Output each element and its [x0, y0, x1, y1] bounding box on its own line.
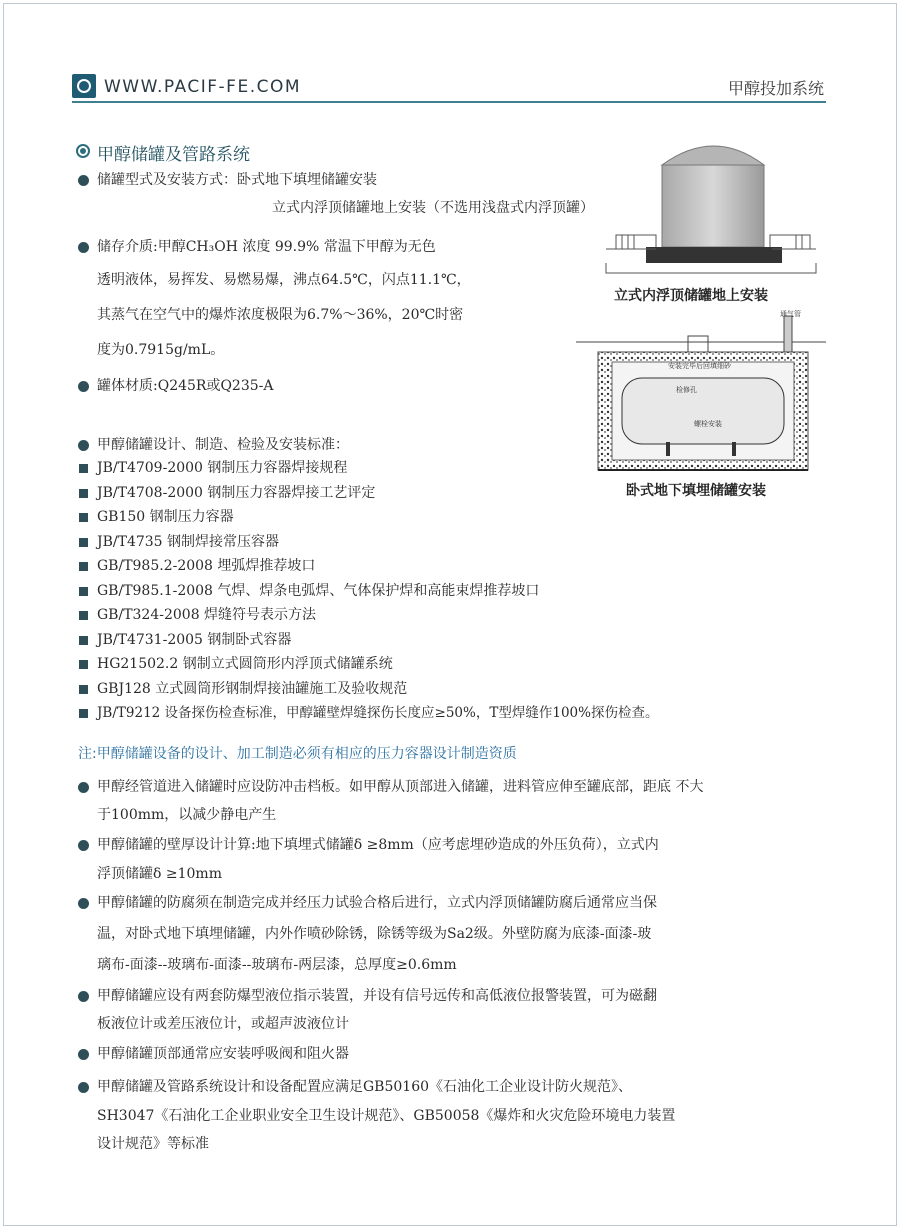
section-bullet-icon	[76, 144, 90, 158]
section-title: 甲醇储罐及管路系统	[97, 145, 250, 165]
bullet-text: 设计规范》等标准	[97, 1136, 209, 1152]
bullet-square-icon	[79, 611, 88, 620]
standard-item: HG21502.2 钢制立式圆筒形内浮顶式储罐系统	[97, 656, 393, 672]
bullet-text: 甲醇储罐应设有两套防爆型液位指示装置，并设有信号远传和高低液位报警装置，可为磁翻	[97, 988, 657, 1004]
bullet-dot-icon	[78, 1082, 89, 1093]
bullet-dot-icon	[78, 381, 89, 392]
standard-item: JB/T4731-2005 钢制卧式容器	[97, 632, 292, 648]
vertical-tank-diagram	[596, 127, 826, 277]
company-logo	[72, 74, 96, 98]
bullet-dot-icon	[78, 242, 89, 253]
standard-item: JB/T4708-2000 钢制压力容器焊接工艺评定	[97, 485, 376, 501]
bullet-dot-icon	[78, 840, 89, 851]
medium-line: 透明液体，易挥发、易燃易爆，沸点64.5℃，闪点11.1℃，	[97, 272, 471, 288]
standard-item: GB150 钢制压力容器	[97, 509, 234, 525]
storage-type-line2: 立式内浮顶储罐地上安装（不选用浅盘式内浮顶罐）	[272, 200, 594, 216]
bullet-text: 浮顶储罐δ ≥10mm	[97, 866, 222, 882]
standard-item: JB/T4709-2000 钢制压力容器焊接规程	[97, 460, 348, 476]
standard-item: GBJ128 立式圆筒形钢制焊接油罐施工及验收规范	[97, 681, 408, 697]
bullet-text: 于100mm，以减少静电产生	[97, 807, 277, 823]
header-rule	[72, 101, 826, 103]
standard-item: GB/T985.2-2008 埋弧焊推荐坡口	[97, 558, 316, 574]
bullet-square-icon	[79, 489, 88, 498]
site-url: WWW.PACIF-FE.COM	[104, 77, 302, 97]
bullet-text: 甲醇储罐的壁厚设计计算:地下填埋式储罐δ ≥8mm（应考虑埋砂造成的外压负荷），立式内	[97, 837, 659, 853]
medium-line: 其蒸气在空气中的爆炸浓度极限为6.7%～36%，20℃时密	[97, 307, 464, 323]
bullet-square-icon	[79, 562, 88, 571]
bullet-square-icon	[79, 709, 88, 718]
bullet-text: 板液位计或差压液位计，或超声波液位计	[97, 1016, 349, 1032]
bullet-square-icon	[79, 636, 88, 645]
qualification-note: 注:甲醇储罐设备的设计、加工制造必须有相应的压力容器设计制造资质	[78, 746, 517, 762]
bullet-text: SH3047《石油化工企业职业安全卫生设计规范》、GB50058《爆炸和火灾危险环境电力装置	[97, 1108, 676, 1124]
standard-item: JB/T4735 钢制焊接常压容器	[97, 534, 280, 550]
bullet-dot-icon	[78, 1049, 89, 1060]
standards-title: 甲醇储罐设计、制造、检验及安装标准：	[97, 437, 349, 453]
bullet-dot-icon	[78, 898, 89, 909]
bullet-text: 甲醇经管道进入储罐时应设防冲击档板。如甲醇从顶部进入储罐，进料管应伸至罐底部，距底 不大	[97, 779, 704, 795]
bullet-text: 甲醇储罐及管路系统设计和设备配置应满足GB50160《石油化工企业设计防火规范》、	[97, 1079, 633, 1095]
bullet-text: 甲醇储罐的防腐须在制造完成并经压力试验合格后进行，立式内浮顶储罐防腐后通常应当保	[97, 895, 657, 911]
vent-label: 通气管	[780, 310, 801, 318]
bullet-text: 甲醇储罐顶部通常应安装呼吸阀和阻火器	[97, 1046, 349, 1062]
bullet-square-icon	[79, 685, 88, 694]
bullet-dot-icon	[78, 440, 89, 451]
bullet-text: 璃布-面漆--玻璃布-面漆--玻璃布-两层漆，总厚度≥0.6mm	[97, 957, 457, 973]
manhole-label: 检修孔	[676, 386, 697, 394]
bullet-dot-icon	[78, 991, 89, 1002]
header-title: 甲醇投加系统	[727, 79, 824, 98]
bullet-dot-icon	[78, 782, 89, 793]
horizontal-tank-caption: 卧式地下填埋储罐安装	[626, 483, 766, 499]
horizontal-tank-diagram	[576, 308, 826, 476]
bullet-dot-icon	[78, 175, 89, 186]
standard-item: GB/T324-2008 焊缝符号表示方法	[97, 607, 317, 623]
standard-item: GB/T985.1-2008 气焊、焊条电弧焊、气体保护焊和高能束焊推荐坡口	[97, 583, 540, 599]
sand-label: 安装完毕后回填细砂	[668, 362, 731, 370]
bullet-square-icon	[79, 587, 88, 596]
bolt-label: 螺栓安装	[694, 420, 722, 428]
bullet-square-icon	[79, 464, 88, 473]
medium-line: 储存介质:甲醇CH₃OH 浓度 99.9% 常温下甲醇为无色	[97, 239, 436, 255]
medium-line: 度为0.7915g/mL。	[97, 342, 225, 358]
bullet-square-icon	[79, 513, 88, 522]
bullet-text: 温，对卧式地下填埋储罐，内外作喷砂除锈，除锈等级为Sa2级。外壁防腐为底漆-面漆-玻	[97, 926, 652, 942]
storage-type-line1: 储罐型式及安装方式：卧式地下填埋储罐安装	[97, 172, 377, 188]
tank-material: 罐体材质:Q245R或Q235-A	[97, 378, 274, 394]
standard-item: JB/T9212 设备探伤检查标准，甲醇罐壁焊缝探伤长度应≥50%，T型焊缝作100%探伤检查。	[97, 705, 659, 721]
vertical-tank-caption: 立式内浮顶储罐地上安装	[614, 288, 768, 304]
bullet-square-icon	[79, 660, 88, 669]
bullet-square-icon	[79, 538, 88, 547]
